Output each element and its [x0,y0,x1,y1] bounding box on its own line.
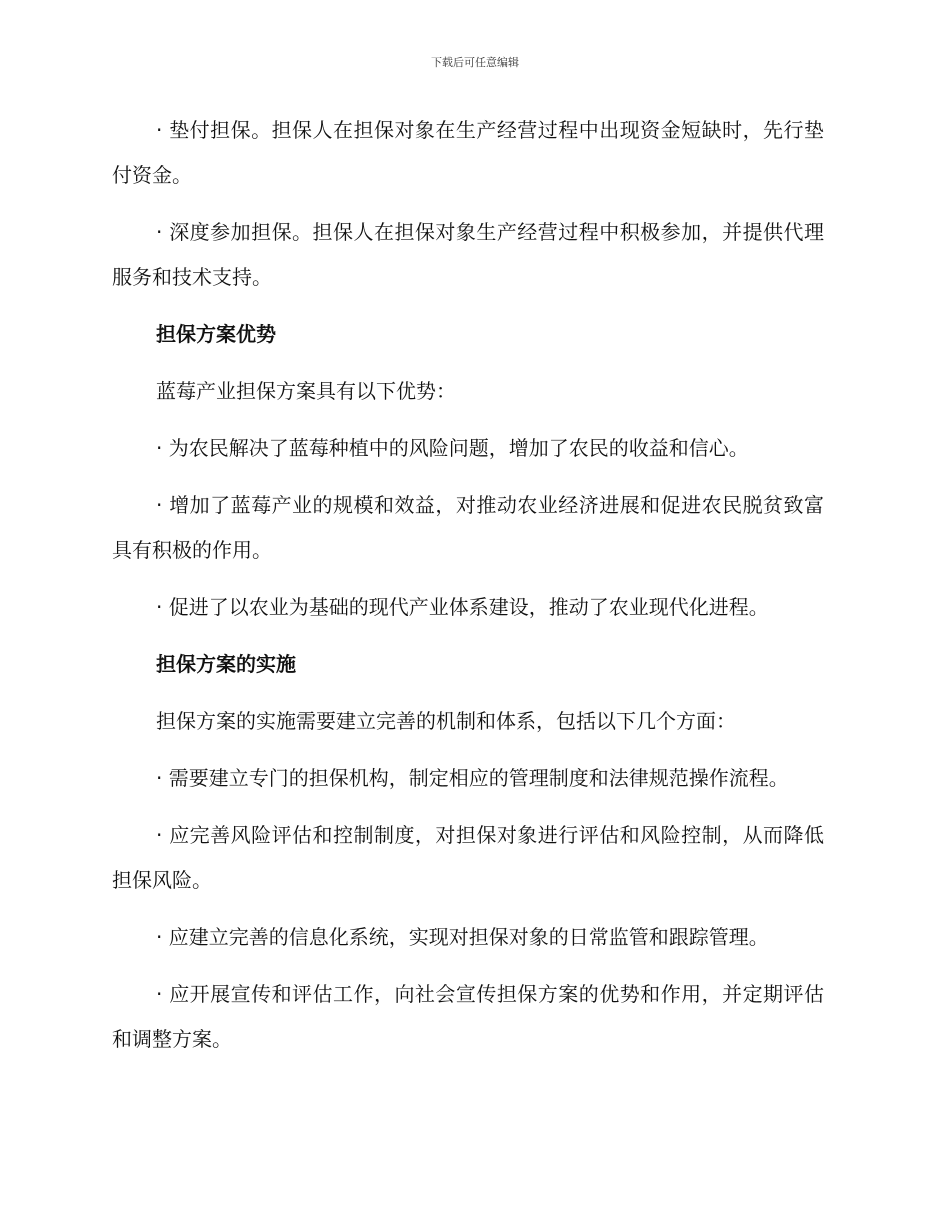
paragraph-deep-participation: · 深度参加担保。担保人在担保对象生产经营过程中积极参加，并提供代理服务和技术支持。 [112,220,824,289]
paragraph-advantage-farmers: · 为农民解决了蓝莓种植中的风险问题，增加了农民的收益和信心。 [156,436,749,460]
paragraph-implementation-risk: · 应完善风险评估和控制制度，对担保对象进行评估和风险控制，从而降低担保风险。 [112,823,824,892]
paragraph-advantages-intro: 蓝莓产业担保方案具有以下优势： [156,379,456,403]
paragraph-implementation-intro: 担保方案的实施需要建立完善的机制和体系，包括以下几个方面： [156,709,736,733]
document-body [112,108,824,1074]
section-heading-advantages: 担保方案优势 [156,322,276,346]
paragraph-implementation-information: · 应建立完善的信息化系统，实现对担保对象的日常监管和跟踪管理。 [156,925,769,949]
paragraph-implementation-institution: · 需要建立专门的担保机构，制定相应的管理制度和法律规范操作流程。 [156,766,789,790]
paragraph-advantage-modernization: · 促进了以农业为基础的现代产业体系建设，推动了农业现代化进程。 [156,595,769,619]
page-header: 下载后可任意编辑 [431,56,519,69]
section-heading-implementation: 担保方案的实施 [156,652,296,676]
paragraph-implementation-publicity: · 应开展宣传和评估工作，向社会宣传担保方案的优势和作用，并定期评估和调整方案。 [112,982,824,1051]
paragraph-advantage-scale: · 增加了蓝莓产业的规模和效益，对推动农业经济进展和促进农民脱贫致富具有积极的作用。 [112,493,824,562]
paragraph-advance-guarantee: · 垫付担保。担保人在担保对象在生产经营过程中出现资金短缺时，先行垫付资金。 [112,118,824,187]
